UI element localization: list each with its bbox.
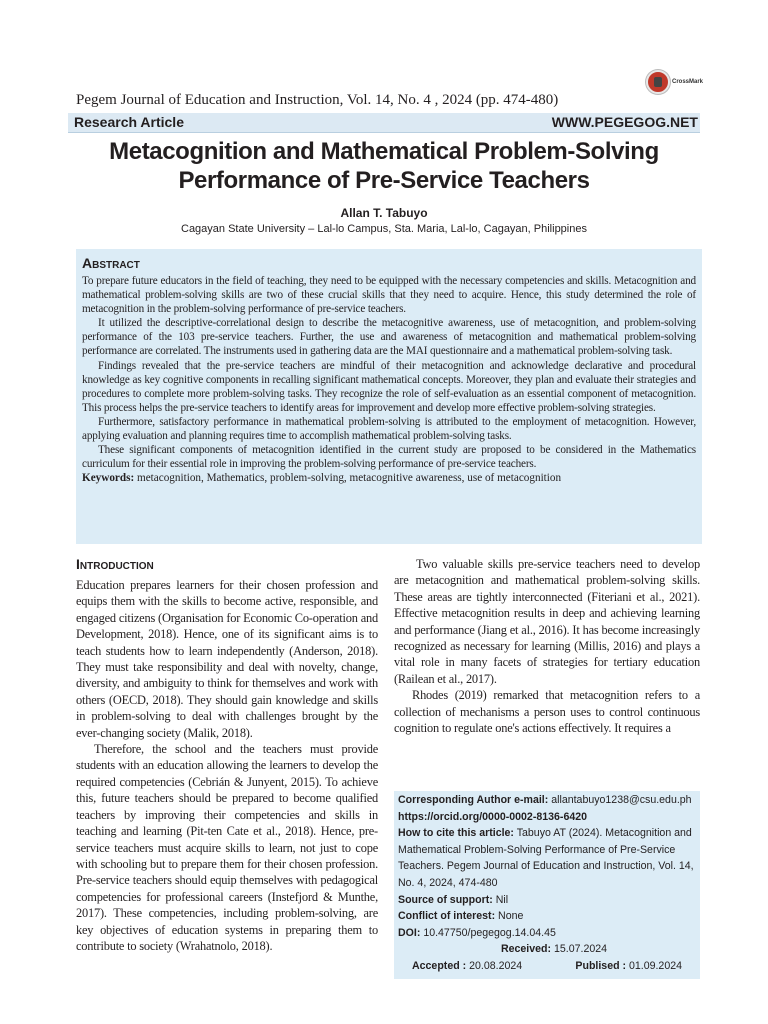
journal-citation: Pegem Journal of Education and Instruction, Vol. 14, No. 4 , 2024 (pp. 474-480): [76, 92, 559, 108]
keywords-label: Keywords:: [82, 472, 135, 485]
cite-label: How to cite this article:: [398, 827, 514, 840]
journal-website-link[interactable]: WWW.PEGEGOG.NET: [551, 114, 698, 130]
email-label: Corresponding Author e-mail:: [398, 794, 549, 806]
author-name: Allan T. Tabuyo: [340, 206, 428, 220]
cite-text: Tabuyo AT (2024). Metacognition and Mathematical Problem-Solving Performance of Pre-Service Teachers. Pegem Journal of Education and Instruction, Vol. 14, No. 4, 2024, 474-480: [398, 827, 694, 889]
conflict-of-interest: [398, 908, 696, 925]
received-label: Received:: [500, 943, 552, 956]
title-line-1: Metacognition and Mathematical Problem-Solving: [109, 138, 659, 165]
abstract-paragraph: Furthermore, satisfactory performance in mathematical problem-solving is attributed to the employment of metacognition. However, applying evaluation and planning requires time to accomplish mathematical problem-solving tasks.: [82, 415, 696, 443]
title-line-2: Performance of Pre-Service Teachers: [178, 167, 590, 194]
orcid-text: https://orcid.org/0000-0002-8136-6420: [398, 810, 588, 823]
accepted-label: Accepted :: [412, 959, 467, 972]
corresponding-email: [398, 792, 696, 809]
published-date: [575, 958, 682, 975]
abstract-heading: Abstract: [82, 255, 140, 271]
keywords-list: metacognition, Mathematics, problem-solving, metacognitive awareness, use of metacognition: [134, 472, 562, 485]
body-paragraph: Two valuable skills pre-service teachers need to develop are metacognition and mathematical problem-solving skills. These areas are tightly interconnected (Fiteriani et al., 2021). Effective metacognition results in deep and achieving learning and performance (Jiang et al., 2016). It has become increasingly recognized as necessary for learning (Millis, 2016) and plays a vital role in many facets of strategies for tertiary education (Railean et al., 2017).: [394, 557, 700, 686]
received-date: [398, 941, 696, 958]
accepted-published-dates: [398, 958, 696, 975]
published-value: 01.09.2024: [626, 959, 682, 972]
correspondence-box: [394, 791, 700, 979]
header-bar: [68, 113, 700, 133]
abstract-paragraph: To prepare future educators in the field of teaching, they need to be equipped with the necessary competencies and skills. Metacognition and mathematical problem-solving skills are two of these crucial skills that they need to acquire. Hence, this study determined the role of metacognition in the problem-solving performance of pre-service teachers.: [82, 275, 696, 316]
crossmark-icon: [646, 70, 670, 94]
support-value: Nil: [492, 893, 509, 906]
accepted-value: 20.08.2024: [466, 959, 523, 972]
author-affiliation: Cagayan State University – Lal-lo Campus, Sta. Maria, Lal-lo, Cagayan, Philippines: [181, 223, 587, 235]
right-column: [394, 556, 700, 736]
orcid-link[interactable]: [398, 809, 696, 826]
introduction-heading: Introduction: [76, 556, 154, 572]
source-of-support: [398, 892, 696, 909]
doi[interactable]: [398, 925, 696, 942]
crossmark-label: CrossMark: [672, 79, 704, 85]
email-link[interactable]: allantabuyo1238@csu.edu.ph: [548, 794, 692, 806]
keywords: [82, 471, 696, 485]
conflict-label: Conflict of interest:: [398, 910, 496, 923]
article-type: Research Article: [74, 114, 184, 130]
received-value: 15.07.2024: [551, 943, 608, 956]
body-paragraph: Therefore, the school and the teachers must provide students with an education allowing the learners to develop the required competencies (Cebrián & Junyent, 2015). To achieve this, future teachers should be prepared to become qualified teachers by improving their competencies and skills in teaching and learning (Pit-ten Cate et al., 2018). Hence, pre-service teachers must acquire skills to learn, not just to cope with schooling but to prepare them for their chosen profession. Pre-service teachers should equip themselves with pedagogical competencies for professional careers (Instefjord & Munthe, 2017). These competencies, including problem-solving, are key objectives of education systems in preparing them to contribute to society (Wrahatnolo, 2018).: [76, 742, 378, 953]
accepted-date: [412, 958, 522, 975]
support-label: Source of support:: [398, 893, 493, 906]
conflict-value: None: [495, 910, 524, 923]
abstract-paragraph: These significant components of metacognition identified in the current study are proposed to be considered in the Mathematics curriculum for their essential role in improving the problem-solving performance of pre-service teachers.: [82, 444, 696, 471]
doi-label: DOI:: [398, 926, 421, 939]
abstract-section: [76, 249, 702, 544]
abstract-paragraph: Findings revealed that the pre-service teachers are mindful of their metacognition and acknowledge declarative and procedural knowledge as key cognitive components in recalling significant mathematical concepts. Moreover, they plan and evaluate their strategies and procedures to complete more problem-solving tasks. They recognize the role of self-evaluation as an essential component of metacognition. This process helps the pre-service teachers to identify areas for improvement and develop more effective problem-solving strategies.: [82, 359, 696, 414]
article-title: [60, 137, 708, 195]
doi-value: 10.47750/pegegog.14.04.45: [420, 926, 556, 939]
abstract-paragraph: It utilized the descriptive-correlational design to describe the metacognitive awareness, use of metacognition, and problem-solving performance of the 103 pre-service teachers. Further, the use and awareness of metacognition and mathematical problem-solving performance are correlated. The instruments used in gathering data are the MAI questionnaire and a mathematical problem-solving task.: [82, 317, 696, 358]
crossmark-logo[interactable]: [646, 70, 703, 94]
body-paragraph: Education prepares learners for their chosen profession and equips them with the skills to become active, responsible, and engaged citizens (Organisation for Economic Co-operation and Development, 2018). Hence, one of its significant aims is to teach students how to learn independently (Anderson, 2018). They must take responsibility and deal with novelty, change, diversity, and ambiguity to think for themselves and work with others (OECD, 2018). They should gain knowledge and skills in problem-solving to deal with challenges brought by the ever-changing society (Malik, 2018).: [76, 578, 378, 740]
body-paragraph: Rhodes (2019) remarked that metacognition refers to a collection of mechanisms a person uses to control continuous cognition to regulate one's actions effectively. It requires a: [394, 688, 700, 736]
published-label: Publised :: [575, 959, 627, 972]
citation-info: [398, 825, 696, 891]
left-column: [76, 556, 378, 954]
